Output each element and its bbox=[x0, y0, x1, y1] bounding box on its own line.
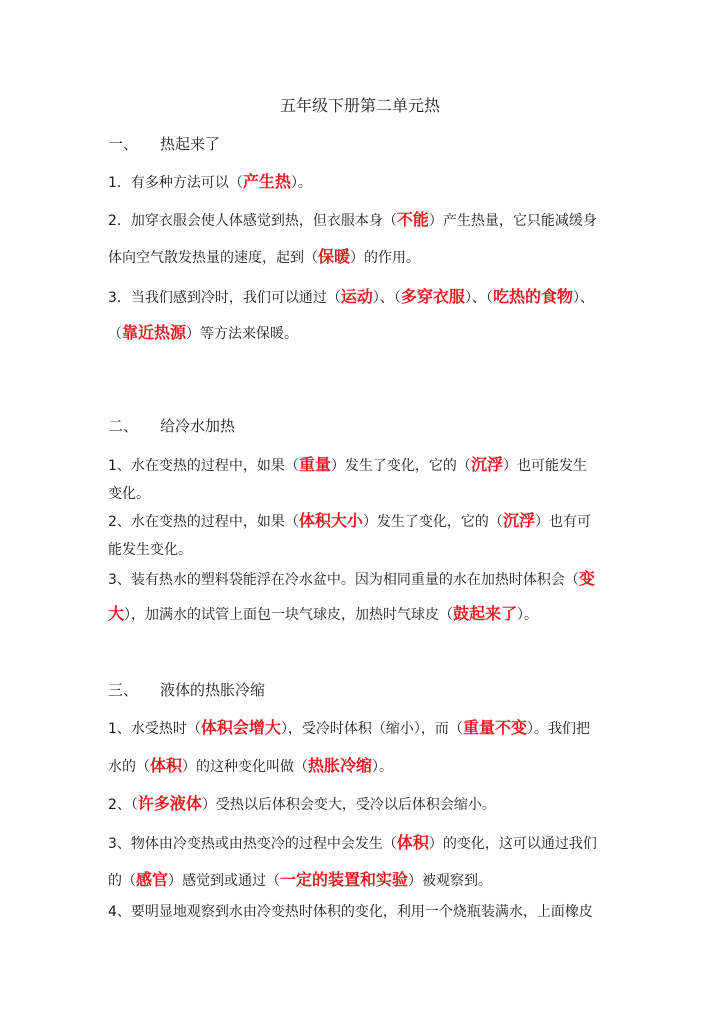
text-line bbox=[108, 756, 628, 777]
answer-text: 鼓起来了 bbox=[453, 604, 518, 623]
answer-text: 靠近热源 bbox=[122, 323, 187, 342]
text-line bbox=[108, 172, 628, 193]
answer-text: 保暖 bbox=[318, 247, 351, 266]
body-text: ）感觉到或通过（ bbox=[168, 873, 281, 889]
body-text: ）发生了变化，它的（ bbox=[330, 458, 471, 474]
answer-text: 热胀冷缩 bbox=[308, 756, 373, 775]
body-text: 3．当我们感到冷时，我们可以通过（ bbox=[108, 290, 341, 306]
body-text: ）等方法来保暖。 bbox=[186, 326, 299, 342]
answer-text: 运动 bbox=[340, 287, 373, 306]
answer-text: 重量不变 bbox=[462, 718, 527, 737]
document-title: 五年级下册第二单元热 bbox=[279, 96, 440, 115]
answer-text: 沉浮 bbox=[470, 455, 503, 474]
body-text: ）产生热量，它只能减缓身 bbox=[428, 213, 597, 229]
body-text: 3、装有热水的塑料袋能浮在冷水盆中。因为相同重量的水在加热时体积会（ bbox=[108, 572, 579, 588]
text-line bbox=[108, 794, 628, 815]
answer-text: 重量 bbox=[298, 455, 331, 474]
section-title: 给冷水加热 bbox=[160, 417, 236, 435]
section-number: 二、 bbox=[108, 417, 139, 435]
text-line bbox=[108, 484, 628, 504]
body-text: ）的作用。 bbox=[350, 250, 421, 266]
body-text: 变化。 bbox=[108, 486, 150, 502]
section-heading-2 bbox=[108, 416, 235, 436]
body-text: ）受热以后体积会变大，受冷以后体积会缩小。 bbox=[201, 797, 496, 813]
answer-text: 体积会增大 bbox=[200, 718, 281, 737]
answer-text: 不能 bbox=[396, 210, 429, 229]
body-text: 1．有多种方法可以（ bbox=[108, 175, 243, 191]
body-text: ）。 bbox=[372, 759, 394, 775]
body-text: 3、物体由冷变热或由热变冷的过程中会发生（ bbox=[108, 836, 397, 852]
section-number: 三、 bbox=[108, 681, 139, 699]
answer-text: 产生热 bbox=[242, 172, 291, 191]
text-line bbox=[108, 718, 628, 739]
body-text: 2、（ bbox=[108, 797, 138, 813]
body-text: 2．加穿衣服会使人体感觉到热，但衣服本身（ bbox=[108, 213, 397, 229]
section-title: 热起来了 bbox=[160, 135, 221, 153]
body-text: 体向空气散发热量的速度，起到（ bbox=[108, 250, 318, 266]
answer-text: 多穿衣服 bbox=[400, 287, 465, 306]
body-text: ）。 bbox=[517, 607, 539, 623]
section-heading-3 bbox=[108, 680, 265, 700]
answer-text: 变 bbox=[578, 569, 595, 588]
body-text: 4、要明显地观察到水由冷变热时体积的变化，利用一个烧瓶装满水，上面橡皮 bbox=[108, 904, 593, 920]
body-text: ）、（ bbox=[464, 290, 493, 306]
answer-text: 许多液体 bbox=[137, 794, 202, 813]
body-text: ）发生了变化，它的（ bbox=[362, 514, 503, 530]
text-line bbox=[108, 323, 628, 344]
answer-text: 大 bbox=[108, 604, 125, 623]
text-line bbox=[108, 902, 628, 922]
body-text: ）也有可 bbox=[534, 514, 591, 530]
answer-text: 体积大小 bbox=[298, 511, 363, 530]
body-text: 水的（ bbox=[108, 759, 150, 775]
text-line bbox=[108, 455, 628, 476]
answer-text: 体积 bbox=[396, 833, 429, 852]
section-heading-1 bbox=[108, 134, 220, 154]
answer-text: 一定的装置和实验 bbox=[280, 870, 409, 889]
text-line bbox=[108, 540, 628, 560]
answer-text: 体积 bbox=[150, 756, 183, 775]
body-text: ）的变化，这可以通过我们 bbox=[428, 836, 597, 852]
body-text: ），加满水的试管上面包一块气球皮，加热时气球皮（ bbox=[124, 607, 454, 623]
text-line bbox=[108, 247, 628, 268]
section-title: 液体的热胀冷缩 bbox=[160, 681, 266, 699]
body-text: 能发生变化。 bbox=[108, 542, 192, 558]
text-line bbox=[108, 511, 628, 532]
body-text: ）。 bbox=[290, 175, 312, 191]
text-line bbox=[108, 870, 628, 891]
text-line bbox=[108, 604, 628, 625]
text-line bbox=[108, 569, 628, 590]
body-text: ）、（ bbox=[372, 290, 401, 306]
text-line bbox=[108, 210, 628, 231]
body-text: 2、水在变热的过程中，如果（ bbox=[108, 514, 299, 530]
text-line bbox=[108, 833, 628, 854]
text-line bbox=[108, 287, 628, 308]
body-text: ），受冷时体积（缩小），而（ bbox=[280, 721, 463, 737]
section-number: 一、 bbox=[108, 135, 139, 153]
body-text: ）的这种变化叫做（ bbox=[182, 759, 309, 775]
body-text: ）被观察到。 bbox=[408, 873, 493, 889]
body-text: ）也可能发生 bbox=[502, 458, 587, 474]
body-text: 1、水受热时（ bbox=[108, 721, 201, 737]
body-text: ）。我们把 bbox=[526, 721, 590, 737]
answer-text: 沉浮 bbox=[502, 511, 535, 530]
body-text: （ bbox=[108, 326, 122, 342]
answer-text: 感官 bbox=[136, 870, 169, 889]
body-text: 1、水在变热的过程中，如果（ bbox=[108, 458, 299, 474]
answer-text: 吃热的食物 bbox=[492, 287, 573, 306]
body-text: ）、 bbox=[572, 290, 594, 306]
body-text: 的（ bbox=[108, 873, 136, 889]
